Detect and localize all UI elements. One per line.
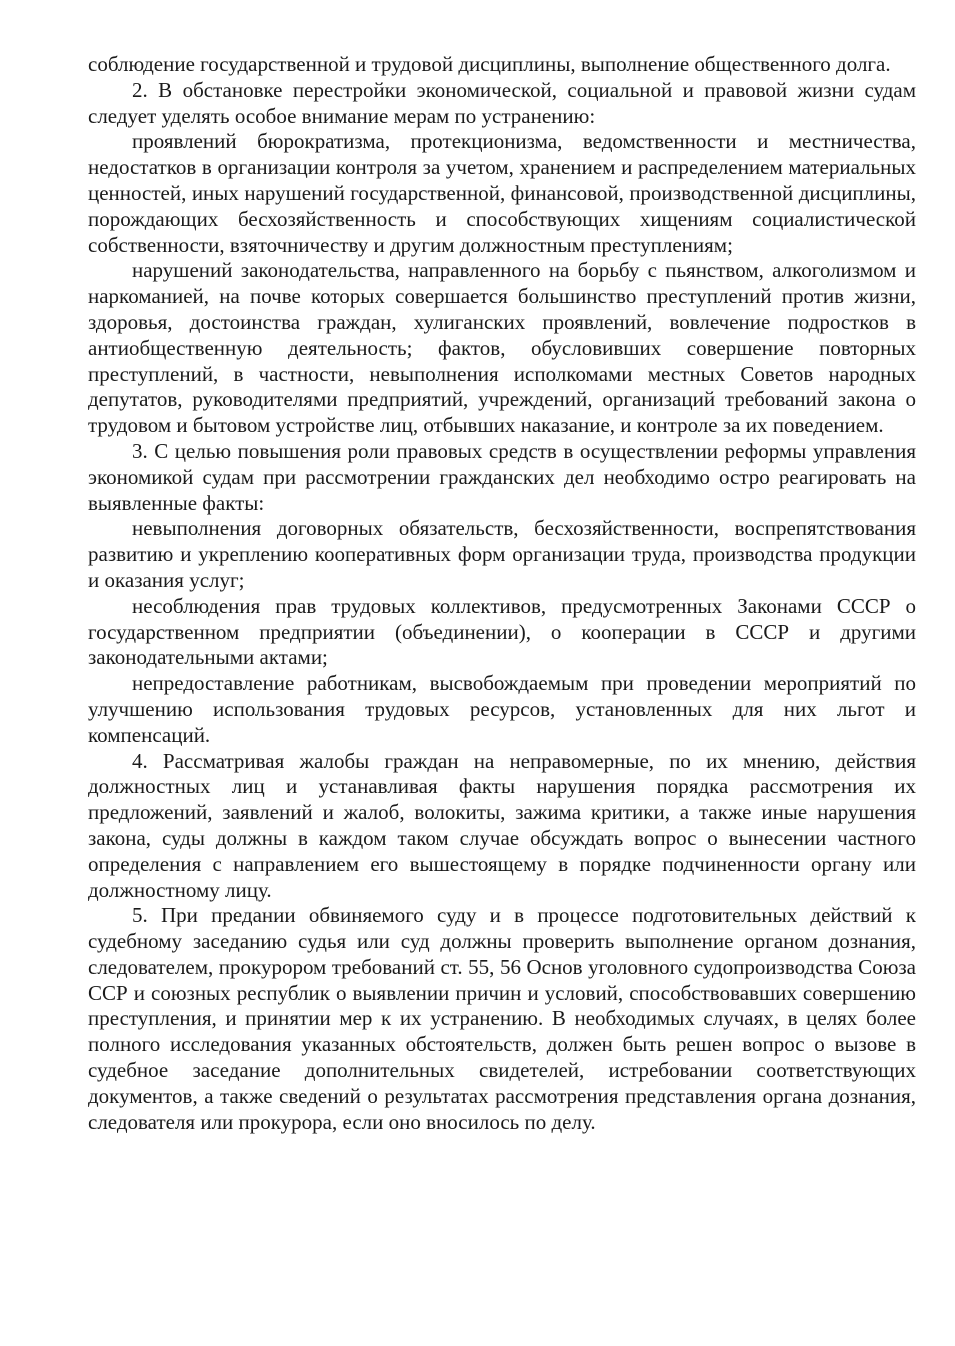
paragraph-labor-collectives: несоблюдения прав трудовых коллективов, предусмотренных Законами СССР о государственном предприятии (объединении), о кооперации в СССР и другими законодательными актами;	[88, 593, 916, 670]
paragraph-continuation: соблюдение государственной и трудовой дисциплины, выполнение общественного долга.	[88, 52, 891, 76]
paragraph-item-3: 3. С целью повышения роли правовых средств в осуществлении реформы управления экономикой судам при рассмотрении гражданских дел необходимо остро реагировать на выявленные факты:	[88, 438, 916, 515]
paragraph-item-5: 5. При предании обвиняемого суду и в процессе подготовительных действий к судебному заседанию судья или суд должны проверить выполнение органом дознания, следователем, прокурором требований ст. 55, 56 Основ уголовного судопроизводства Союза ССР и союзных республик о выявлении причин и условий, способствовавших совершению преступления, и принятии мер к их устранению. В необходимых случаях, в целях более полного исследования указанных обстоятельств, должен быть решен вопрос о вызове в судебное заседание дополнительных свидетелей, истребовании соответствующих документов, а также сведений о результатах рассмотрения представления органа дознания, следователя или прокурора, если оно вносилось по делу.	[88, 903, 916, 1134]
paragraph-worker-benefits: непредоставление работникам, высвобождаемым при проведении мероприятий по улучшению использования трудовых ресурсов, установленных для них льгот и компенсаций.	[88, 671, 916, 747]
document-body	[88, 52, 916, 1135]
paragraph-contract-obligations: невыполнения договорных обязательств, бесхозяйственности, воспрепятствования развитию и укреплению кооперативных форм организации труда, производства продукции и оказания услуг;	[88, 516, 916, 592]
paragraph-legislation-violations: нарушений законодательства, направленного на борьбу с пьянством, алкоголизмом и наркоманией, на почве которых совершается большинство преступлений против жизни, здоровья, достоинства граждан, хулиганских проявлений, вовлечение подростков в антиобщественную деятельность; фактов, обусловивших совершение повторных преступлений, в частности, невыполнения исполкомами местных Советов народных депутатов, руководителями предприятий, учреждений, организаций требований закона о трудовом и бытовом устройстве лиц, отбывших наказание, и контроле за их поведением.	[88, 258, 916, 438]
paragraph-item-2: 2. В обстановке перестройки экономической, социальной и правовой жизни судам следует уделять особое внимание мерам по устранению:	[88, 77, 916, 128]
paragraph-bureaucracy: проявлений бюрократизма, протекционизма, ведомственности и местничества, недостатков в организации контроля за учетом, хранением и распределением материальных ценностей, иных нарушений государственной, финансовой, производственной дисциплины, порождающих бесхозяйственность и способствующих хищениям социалистической собственности, взяточничеству и другим должностным преступлениям;	[88, 129, 916, 257]
paragraph-item-4: 4. Рассматривая жалобы граждан на неправомерные, по их мнению, действия должностных лиц и устанавливая факты нарушения порядка рассмотрения их предложений, заявлений и жалоб, волокиты, зажима критики, а также иные нарушения закона, суды должны в каждом таком случае обсуждать вопрос о вынесении частного определения с направлением его вышестоящему в порядке подчиненности органу или должностному лицу.	[88, 748, 916, 902]
